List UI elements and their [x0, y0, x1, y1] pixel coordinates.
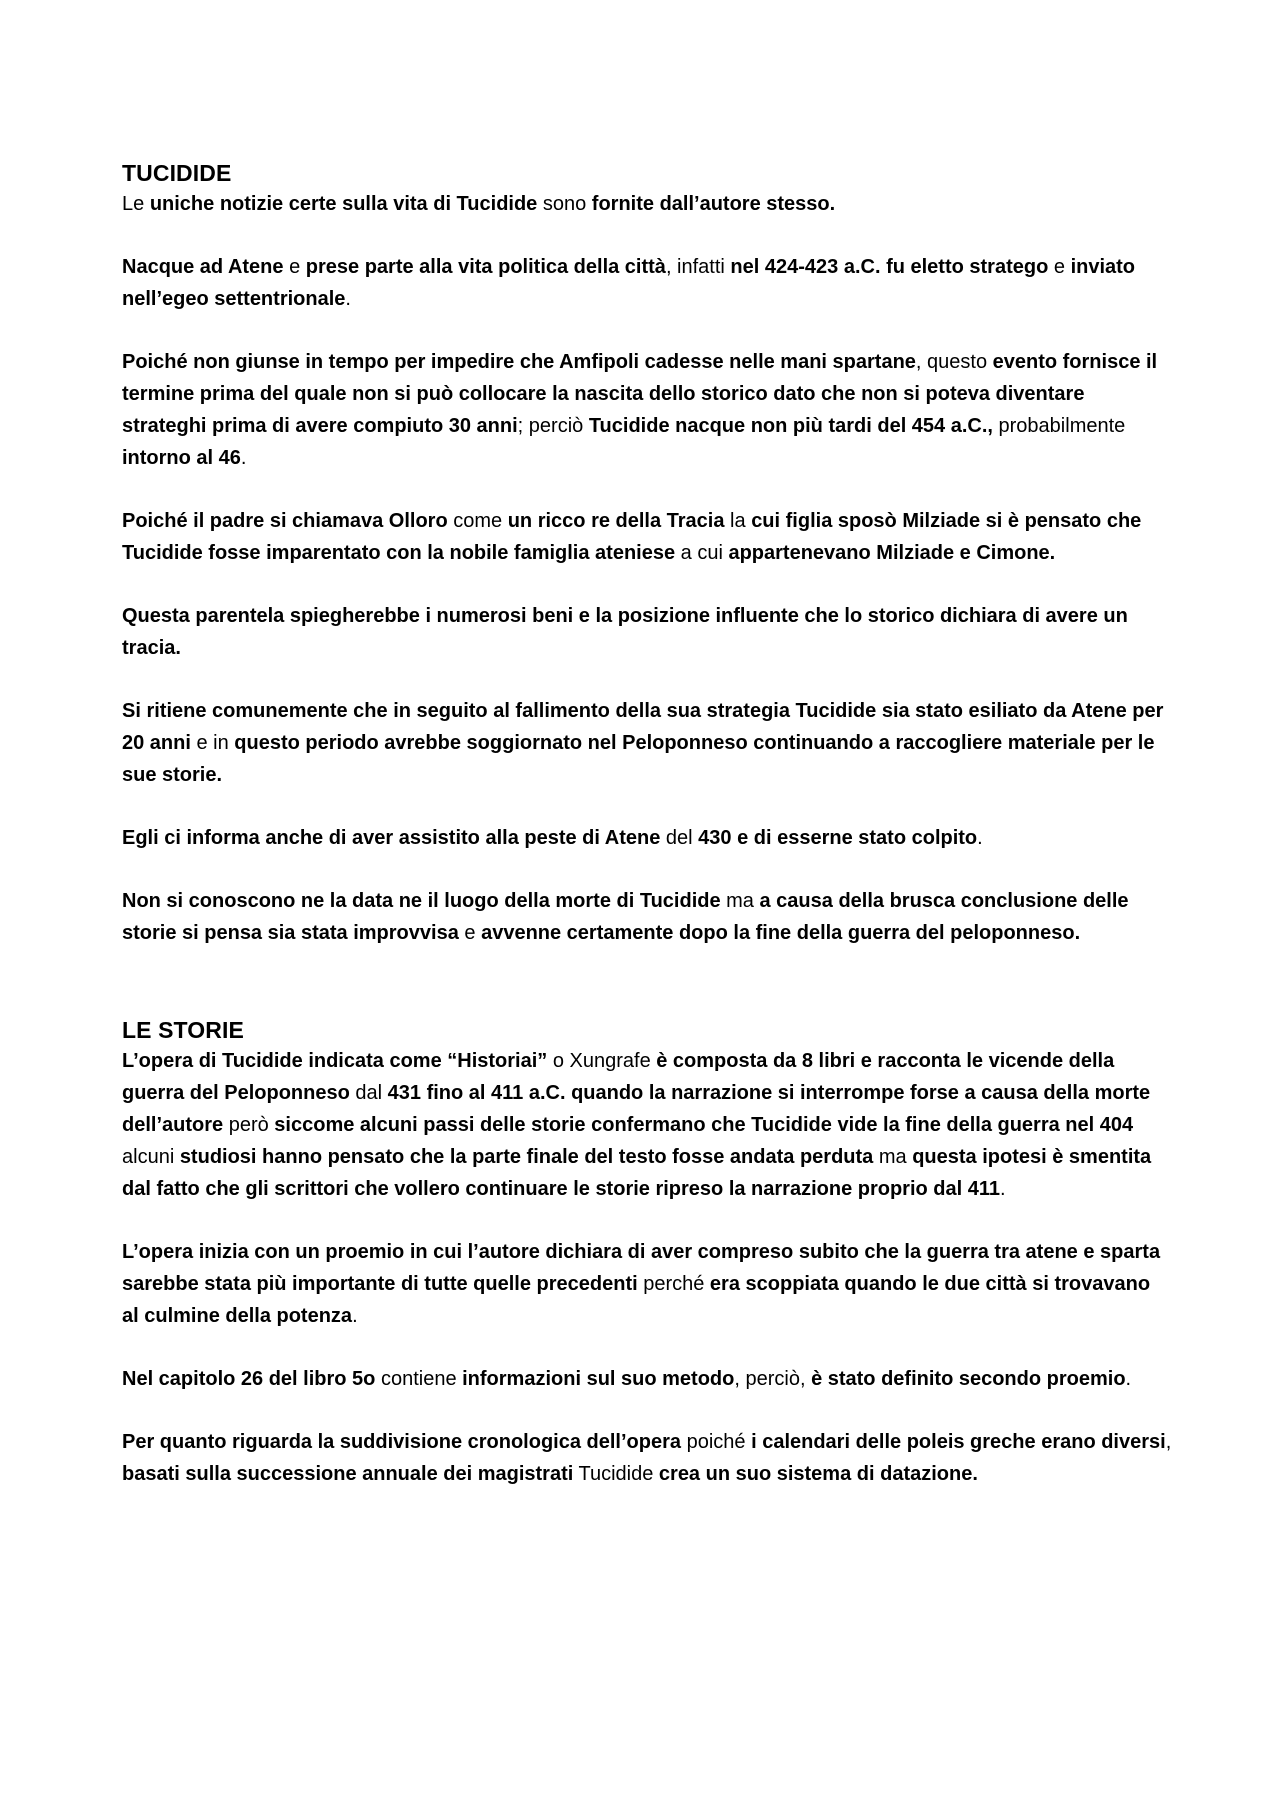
paragraph [122, 346, 1172, 474]
text-run: . [240, 447, 247, 469]
text-run: . [977, 827, 983, 849]
bold-text-run: Nacque ad Atene [122, 256, 284, 278]
bold-text-run: un ricco re della Tracia [507, 510, 725, 532]
text-run: come [447, 510, 508, 532]
text-run: . [1125, 1368, 1132, 1390]
bold-text-run: 431 fino al 411 a.C. quando la narrazione si interrompe forse a causa della morte dell’autore [122, 1082, 1151, 1136]
bold-text-run: fornite dall’autore stesso. [591, 193, 836, 215]
paragraph [122, 695, 1172, 791]
text-run: contiene [375, 1368, 463, 1390]
text-run: probabilmente [992, 415, 1126, 437]
section-title-le-storie: LE STORIE [122, 1017, 244, 1043]
text-run: però [223, 1114, 275, 1136]
bold-text-run: Poiché il padre si chiamava Olloro [122, 510, 448, 532]
text-run: . [1000, 1178, 1006, 1200]
bold-text-run: è stato definito secondo proemio [811, 1368, 1126, 1390]
text-run: Tucidide [573, 1463, 659, 1485]
bold-text-run: Egli ci informa anche di aver assistito alla peste di Atene [122, 827, 661, 849]
text-run: , questo [915, 351, 993, 373]
bold-text-run: crea un suo sistema di datazione. [658, 1463, 978, 1485]
text-run: ma [873, 1146, 913, 1168]
bold-text-run: prese parte alla vita politica della città [305, 256, 666, 278]
text-run: e [1048, 256, 1071, 278]
bold-text-run: studiosi hanno pensato che la parte finale del testo fosse andata perduta [179, 1146, 874, 1168]
text-run: , infatti [665, 256, 731, 278]
text-run: e [458, 922, 482, 944]
bold-text-run: 430 e di esserne stato colpito [698, 827, 978, 849]
bold-text-run: siccome alcuni passi delle storie confermano che Tucidide vide la fine della guerra nel 404 [274, 1114, 1134, 1136]
bold-text-run: inviato nell’egeo settentrionale [122, 256, 1136, 310]
bold-text-run: informazioni sul suo metodo [462, 1368, 735, 1390]
paragraph [122, 188, 1172, 220]
text-run: , perciò, [734, 1368, 812, 1390]
bold-text-run: evento fornisce il termine prima del quale non si può collocare la nascita dello storico dato che non si poteva diventare strateghi prima di avere compiuto 30 anni [122, 351, 1158, 437]
paragraph [122, 822, 1172, 854]
text-run: e [283, 256, 306, 278]
bold-text-run: i calendari delle poleis greche erano diversi [751, 1431, 1166, 1453]
bold-text-run: uniche notizie certe sulla vita di Tucidide [149, 193, 538, 215]
bold-text-run: Nel capitolo 26 del libro 5o [122, 1368, 376, 1390]
section-title-tucidide: TUCIDIDE [122, 160, 232, 186]
bold-text-run: era scoppiata quando le due città si trovavano al culmine della potenza [122, 1273, 1151, 1327]
bold-text-run: Non si conoscono ne la data ne il luogo della morte di Tucidide [122, 890, 721, 912]
text-run: , [1165, 1431, 1172, 1453]
text-run: ma [720, 890, 760, 912]
paragraph [122, 1426, 1172, 1490]
text-run: la [724, 510, 752, 532]
text-run: . [345, 288, 351, 310]
bold-text-run: nel 424-423 a.C. fu eletto stratego [730, 256, 1049, 278]
bold-text-run: questo periodo avrebbe soggiornato nel Peloponneso continuando a raccogliere materiale per le sue storie. [122, 732, 1155, 786]
text-run: o Xungrafe [547, 1050, 657, 1072]
bold-text-run: è composta da 8 libri e racconta le vicende della guerra del Peloponneso [122, 1050, 1115, 1104]
text-run: dal [349, 1082, 388, 1104]
bold-text-run: a causa della brusca conclusione delle storie si pensa sia stata improvvisa [122, 890, 1129, 944]
paragraph [122, 600, 1172, 664]
bold-text-run: basati sulla successione annuale dei magistrati [122, 1463, 574, 1485]
bold-text-run: Questa parentela spiegherebbe i numerosi beni e la posizione influente che lo storico dichiara di avere un tracia. [122, 605, 1128, 659]
paragraph [122, 1045, 1172, 1205]
section-le-storie-paragraphs [122, 1045, 1172, 1490]
bold-text-run: Per quanto riguarda la suddivisione cronologica dell’opera [122, 1431, 682, 1453]
text-run: a cui [675, 542, 729, 564]
bold-text-run: Poiché non giunse in tempo per impedire che Amfipoli cadesse nelle mani spartane [122, 351, 916, 373]
bold-text-run: Si ritiene comunemente che in seguito al fallimento della sua strategia Tucidide sia stato esiliato da Atene per 20 anni [122, 700, 1164, 754]
text-run: Le [122, 193, 150, 215]
text-run: e in [190, 732, 235, 754]
paragraph [122, 1363, 1172, 1395]
bold-text-run: questa ipotesi è smentita dal fatto che gli scrittori che vollero continuare le storie ripreso la narrazione proprio dal 411 [122, 1146, 1152, 1200]
text-run: del [660, 827, 699, 849]
text-run: . [352, 1305, 358, 1327]
document-body [122, 158, 1172, 1490]
section-tucidide-paragraphs [122, 188, 1172, 949]
bold-text-run: appartenevano Milziade e Cimone. [728, 542, 1056, 564]
paragraph [122, 1236, 1172, 1332]
paragraph [122, 251, 1172, 315]
text-run: alcuni [122, 1146, 180, 1168]
paragraph [122, 505, 1172, 569]
text-run: perché [637, 1273, 710, 1295]
bold-text-run: L’opera di Tucidide indicata come “Historiai” [122, 1050, 548, 1072]
text-run: ; perciò [517, 415, 589, 437]
bold-text-run: avvenne certamente dopo la fine della guerra del peloponneso. [481, 922, 1081, 944]
text-run: sono [537, 193, 592, 215]
text-run: poiché [681, 1431, 752, 1453]
paragraph [122, 885, 1172, 949]
bold-text-run: L’opera inizia con un proemio in cui l’autore dichiara di aver compreso subito che la guerra tra atene e sparta sarebbe stata più importante di tutte quelle precedenti [122, 1241, 1161, 1295]
bold-text-run: cui figlia sposò Milziade si è pensato che Tucidide fosse imparentato con la nobile famiglia ateniese [122, 510, 1142, 564]
bold-text-run: intorno al 46 [122, 447, 241, 469]
bold-text-run: Tucidide nacque non più tardi del 454 a.C., [588, 415, 993, 437]
